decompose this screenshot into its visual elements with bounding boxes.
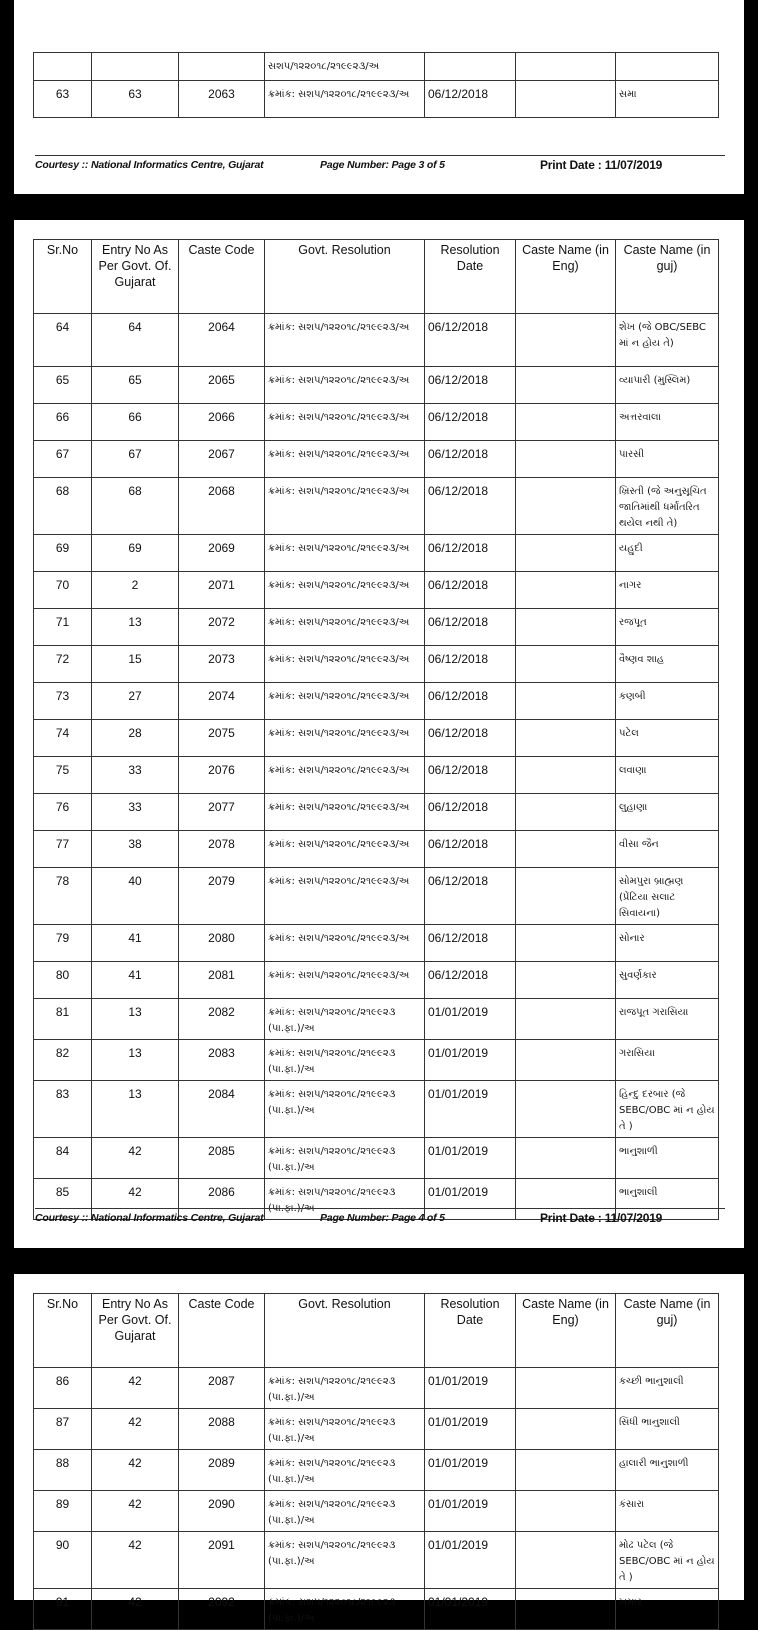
caste-name-guj-cell: કંસારા [616, 1491, 719, 1532]
caste-code-cell: 2078 [179, 831, 265, 868]
resolution-date-cell: 01/01/2019 [425, 1532, 516, 1589]
resolution-date-cell: 06/12/2018 [425, 720, 516, 757]
column-header-sr-no: Sr.No [34, 1294, 92, 1368]
resolution-date-cell: 06/12/2018 [425, 478, 516, 535]
caste-name-eng-cell [516, 367, 616, 404]
caste-name-eng-cell [516, 831, 616, 868]
table-row [34, 81, 719, 118]
resolution-date-cell: 06/12/2018 [425, 404, 516, 441]
govt-resolution-cell: ક્રમાંક: સશપ/૧૨૨૦૧૮/૨૧૯૯૨૩ (પા.ફા.)/અ [265, 999, 425, 1040]
caste-name-guj-cell: પારસી [616, 441, 719, 478]
resolution-date-cell: 01/01/2019 [425, 1409, 516, 1450]
page-footer [35, 1208, 725, 1228]
page-number: Page Number: Page 3 of 5 [320, 159, 445, 171]
entry-no-cell: 42 [92, 1368, 179, 1409]
caste-code-cell: 2075 [179, 720, 265, 757]
entry-no-cell: 40 [92, 868, 179, 925]
sr-no-cell: 79 [34, 925, 92, 962]
entry-no-cell: 42 [92, 1532, 179, 1589]
caste-name-guj-cell: લુહાણા [616, 794, 719, 831]
caste-name-eng-cell [516, 478, 616, 535]
print-date: Print Date : 11/07/2019 [540, 158, 663, 172]
entry-no-cell: 33 [92, 794, 179, 831]
column-header-resolution-date: Resolution Date [425, 240, 516, 314]
sr-no-cell: 78 [34, 868, 92, 925]
sr-no-cell: 74 [34, 720, 92, 757]
entry-no-cell: 2 [92, 572, 179, 609]
govt-resolution-cell: ક્રમાંક: સશપ/૧૨૨૦૧૮/૨૧૯૯૨૩ (પા.ફા.)/અ [265, 1589, 425, 1630]
entry-no-cell: 68 [92, 478, 179, 535]
govt-resolution-cell: ક્રમાંક: સશપ/૧૨૨૦૧૮/૨૧૯૯૨૩/અ [265, 683, 425, 720]
caste-name-guj-cell: સુવર્ણકાર [616, 962, 719, 999]
courtesy-text: Courtesy :: National Informatics Centre, Gujarat [35, 159, 264, 171]
resolution-date-cell: 06/12/2018 [425, 646, 516, 683]
table-header-row [34, 1294, 719, 1368]
caste-name-eng-cell [516, 646, 616, 683]
sr-no-cell: 63 [34, 81, 92, 118]
sr-no-cell: 67 [34, 441, 92, 478]
caste-name-guj-cell: વીસા જૈન [616, 831, 719, 868]
caste-code-cell: 2068 [179, 478, 265, 535]
column-header-caste-code: Caste Code [179, 1294, 265, 1368]
entry-no-cell: 28 [92, 720, 179, 757]
entry-no-cell: 13 [92, 609, 179, 646]
caste-name-eng-cell [516, 1040, 616, 1081]
table-row [34, 404, 719, 441]
sr-no-cell: 72 [34, 646, 92, 683]
caste-code-cell: 2066 [179, 404, 265, 441]
entry-no-cell: 13 [92, 1081, 179, 1138]
column-header-govt-resolution: Govt. Resolution [265, 240, 425, 314]
govt-resolution-cell: ક્રમાંક: સશપ/૧૨૨૦૧૮/૨૧૯૯૨૩/અ [265, 404, 425, 441]
caste-code-cell: 2087 [179, 1368, 265, 1409]
caste-name-eng-cell [516, 1368, 616, 1409]
entry-no-cell: 33 [92, 757, 179, 794]
resolution-date-cell: 06/12/2018 [425, 441, 516, 478]
caste-code-cell: 2081 [179, 962, 265, 999]
column-header-caste-name-guj: Caste Name (in guj) [616, 240, 719, 314]
entry-no-cell: 42 [92, 1138, 179, 1179]
govt-resolution-cell: ક્રમાંક: સશપ/૧૨૨૦૧૮/૨૧૯૯૨૩/અ [265, 478, 425, 535]
sr-no-cell: 70 [34, 572, 92, 609]
sr-no-cell: 73 [34, 683, 92, 720]
resolution-date-cell: 01/01/2019 [425, 1491, 516, 1532]
govt-resolution-cell: ક્રમાંક: સશપ/૧૨૨૦૧૮/૨૧૯૯૨૩ (પા.ફા.)/અ [265, 1138, 425, 1179]
entry-no-cell: 67 [92, 441, 179, 478]
table-row [34, 1450, 719, 1491]
table-row [34, 1532, 719, 1589]
caste-name-guj-cell: સોમપુરા બ્રાહ્મણ (પ્રેંટિયા સલાટ સિવાયના) [616, 868, 719, 925]
entry-no-cell: 42 [92, 1450, 179, 1491]
sr-no-cell: 66 [34, 404, 92, 441]
resolution-date-cell: 01/01/2019 [425, 1138, 516, 1179]
caste-name-eng-cell [516, 1532, 616, 1589]
sr-no-cell: 77 [34, 831, 92, 868]
table-row [34, 868, 719, 925]
govt-resolution-cell: ક્રમાંક: સશપ/૧૨૨૦૧૮/૨૧૯૯૨૩/અ [265, 868, 425, 925]
caste-name-guj-cell: અત્તરવાલા [616, 404, 719, 441]
table-row [34, 1589, 719, 1630]
column-header-caste-name-eng: Caste Name (in Eng) [516, 1294, 616, 1368]
caste-name-eng-cell [516, 962, 616, 999]
caste-table-page-4 [33, 239, 719, 1220]
courtesy-text: Courtesy :: National Informatics Centre, Gujarat [35, 1212, 264, 1224]
caste-name-guj-cell: ભાનુશાલી [616, 1179, 719, 1220]
column-header-entry-no: Entry No As Per Govt. Of. Gujarat [92, 1294, 179, 1368]
caste-code-cell: 2088 [179, 1409, 265, 1450]
caste-name-eng-cell [516, 609, 616, 646]
caste-name-guj-cell: વૈષ્ણવ શાહ [616, 646, 719, 683]
entry-no-cell: 42 [92, 1491, 179, 1532]
caste-table-page-5 [33, 1293, 719, 1630]
page-footer [35, 155, 725, 175]
table-row [34, 962, 719, 999]
govt-resolution-cell: ક્રમાંક: સશપ/૧૨૨૦૧૮/૨૧૯૯૨૩ (પા.ફા.)/અ [265, 1532, 425, 1589]
caste-code-cell: 2092 [179, 1589, 265, 1630]
govt-resolution-cell: ક્રમાંક: સશપ/૧૨૨૦૧૮/૨૧૯૯૨૩/અ [265, 535, 425, 572]
resolution-date-cell: 01/01/2019 [425, 1450, 516, 1491]
govt-resolution-cell: ક્રમાંક: સશપ/૧૨૨૦૧૮/૨૧૯૯૨૩/અ [265, 831, 425, 868]
table-row [34, 1138, 719, 1179]
table-row [34, 720, 719, 757]
sr-no-cell: 88 [34, 1450, 92, 1491]
caste-name-eng-cell [516, 999, 616, 1040]
caste-code-cell: 2064 [179, 314, 265, 367]
sr-no-cell: 76 [34, 794, 92, 831]
entry-no-cell: 41 [92, 962, 179, 999]
table-row [34, 609, 719, 646]
caste-name-guj-cell: હાલારી ભાનુશાળી [616, 1450, 719, 1491]
entry-no-cell: 13 [92, 999, 179, 1040]
entry-no-cell: 42 [92, 1179, 179, 1220]
caste-code-cell: 2076 [179, 757, 265, 794]
sr-no-cell: 82 [34, 1040, 92, 1081]
sr-no-cell: 64 [34, 314, 92, 367]
caste-code-cell: 2065 [179, 367, 265, 404]
caste-code-cell: 2090 [179, 1491, 265, 1532]
govt-resolution-cell: ક્રમાંક: સશપ/૧૨૨૦૧૮/૨૧૯૯૨૩ (પા.ફા.)/અ [265, 1409, 425, 1450]
caste-name-guj-cell: ભાનુશાળી [616, 1138, 719, 1179]
caste-code-cell: 2080 [179, 925, 265, 962]
caste-name-eng-cell [516, 81, 616, 118]
caste-name-guj-cell [616, 53, 719, 81]
table-row [34, 314, 719, 367]
caste-code-cell: 2063 [179, 81, 265, 118]
caste-name-eng-cell [516, 868, 616, 925]
sr-no-cell: 90 [34, 1532, 92, 1589]
govt-resolution-cell: ક્રમાંક: સશપ/૧૨૨૦૧૮/૨૧૯૯૨૩/અ [265, 572, 425, 609]
govt-resolution-cell: ક્રમાંક: સશપ/૧૨૨૦૧૮/૨૧૯૯૨૩/અ [265, 367, 425, 404]
resolution-date-cell: 01/01/2019 [425, 1040, 516, 1081]
resolution-date-cell: 01/01/2019 [425, 999, 516, 1040]
caste-name-eng-cell [516, 404, 616, 441]
resolution-date-cell: 06/12/2018 [425, 962, 516, 999]
govt-resolution-cell: ક્રમાંક: સશપ/૧૨૨૦૧૮/૨૧૯૯૨૩/અ [265, 81, 425, 118]
govt-resolution-cell: ક્રમાંક: સશપ/૧૨૨૦૧૮/૨૧૯૯૨૩/અ [265, 757, 425, 794]
sr-no-cell: 89 [34, 1491, 92, 1532]
entry-no-cell: 42 [92, 1409, 179, 1450]
pdf-page-5 [14, 1274, 744, 1624]
table-row [34, 831, 719, 868]
resolution-date-cell: 06/12/2018 [425, 535, 516, 572]
caste-name-guj-cell: પટેલ [616, 720, 719, 757]
resolution-date-cell: 06/12/2018 [425, 794, 516, 831]
caste-name-eng-cell [516, 572, 616, 609]
table-row [34, 535, 719, 572]
table-row [34, 683, 719, 720]
caste-code-cell: 2077 [179, 794, 265, 831]
caste-name-guj-cell: ખમાર [616, 1589, 719, 1630]
entry-no-cell: 42 [92, 1589, 179, 1630]
caste-name-eng-cell [516, 53, 616, 81]
sr-no-cell: 71 [34, 609, 92, 646]
caste-code-cell: 2072 [179, 609, 265, 646]
table-row [34, 1040, 719, 1081]
govt-resolution-cell: સશપ/૧૨૨૦૧૮/૨૧૯૯૨૩/અ [265, 53, 425, 81]
entry-no-cell: 63 [92, 81, 179, 118]
caste-name-guj-cell: રજપૂત [616, 609, 719, 646]
caste-code-cell: 2083 [179, 1040, 265, 1081]
sr-no-cell: 83 [34, 1081, 92, 1138]
caste-code-cell: 2069 [179, 535, 265, 572]
caste-code-cell: 2071 [179, 572, 265, 609]
caste-name-eng-cell [516, 1409, 616, 1450]
table-row [34, 53, 719, 81]
resolution-date-cell: 06/12/2018 [425, 572, 516, 609]
caste-code-cell: 2084 [179, 1081, 265, 1138]
caste-name-guj-cell: સિંધી ભાનુશાલી [616, 1409, 719, 1450]
column-header-caste-name-eng: Caste Name (in Eng) [516, 240, 616, 314]
caste-name-guj-cell: ગરાસિયા [616, 1040, 719, 1081]
sr-no-cell: 80 [34, 962, 92, 999]
column-header-entry-no: Entry No As Per Govt. Of. Gujarat [92, 240, 179, 314]
sr-no-cell: 69 [34, 535, 92, 572]
resolution-date-cell: 06/12/2018 [425, 868, 516, 925]
entry-no-cell: 13 [92, 1040, 179, 1081]
resolution-date-cell: 01/01/2019 [425, 1179, 516, 1220]
caste-name-guj-cell: રાજપૂત ગરાસિયા [616, 999, 719, 1040]
sr-no-cell: 68 [34, 478, 92, 535]
print-date: Print Date : 11/07/2019 [540, 1211, 663, 1225]
resolution-date-cell: 06/12/2018 [425, 81, 516, 118]
table-row [34, 646, 719, 683]
entry-no-cell: 65 [92, 367, 179, 404]
sr-no-cell: 84 [34, 1138, 92, 1179]
govt-resolution-cell: ક્રમાંક: સશપ/૧૨૨૦૧૮/૨૧૯૯૨૩ (પા.ફા.)/અ [265, 1081, 425, 1138]
entry-no-cell [92, 53, 179, 81]
caste-code-cell: 2091 [179, 1532, 265, 1589]
govt-resolution-cell: ક્રમાંક: સશપ/૧૨૨૦૧૮/૨૧૯૯૨૩/અ [265, 646, 425, 683]
caste-name-eng-cell [516, 925, 616, 962]
sr-no-cell [34, 53, 92, 81]
govt-resolution-cell: ક્રમાંક: સશપ/૧૨૨૦૧૮/૨૧૯૯૨૩/અ [265, 441, 425, 478]
govt-resolution-cell: ક્રમાંક: સશપ/૧૨૨૦૧૮/૨૧૯૯૨૩/અ [265, 962, 425, 999]
govt-resolution-cell: ક્રમાંક: સશપ/૧૨૨૦૧૮/૨૧૯૯૨૩ (પા.ફા.)/અ [265, 1491, 425, 1532]
caste-name-guj-cell: કચ્છી ભાનુશાલી [616, 1368, 719, 1409]
column-header-caste-code: Caste Code [179, 240, 265, 314]
column-header-govt-resolution: Govt. Resolution [265, 1294, 425, 1368]
resolution-date-cell: 01/01/2019 [425, 1368, 516, 1409]
resolution-date-cell: 06/12/2018 [425, 757, 516, 794]
resolution-date-cell: 01/01/2019 [425, 1589, 516, 1630]
govt-resolution-cell: ક્રમાંક: સશપ/૧૨૨૦૧૮/૨૧૯૯૨૩/અ [265, 794, 425, 831]
table-row [34, 794, 719, 831]
govt-resolution-cell: ક્રમાંક: સશપ/૧૨૨૦૧૮/૨૧૯૯૨૩ (પા.ફા.)/અ [265, 1179, 425, 1220]
entry-no-cell: 15 [92, 646, 179, 683]
govt-resolution-cell: ક્રમાંક: સશપ/૧૨૨૦૧૮/૨૧૯૯૨૩/અ [265, 720, 425, 757]
resolution-date-cell: 06/12/2018 [425, 683, 516, 720]
govt-resolution-cell: ક્રમાંક: સશપ/૧૨૨૦૧૮/૨૧૯૯૨૩/અ [265, 609, 425, 646]
caste-name-guj-cell: હિન્દુ દરબાર (જે SEBC/OBC માં ન હોય તે ) [616, 1081, 719, 1138]
caste-name-eng-cell [516, 441, 616, 478]
caste-name-eng-cell [516, 1138, 616, 1179]
column-header-resolution-date: Resolution Date [425, 1294, 516, 1368]
entry-no-cell: 64 [92, 314, 179, 367]
resolution-date-cell: 01/01/2019 [425, 1081, 516, 1138]
caste-code-cell: 2082 [179, 999, 265, 1040]
caste-code-cell [179, 53, 265, 81]
sr-no-cell: 86 [34, 1368, 92, 1409]
caste-name-eng-cell [516, 314, 616, 367]
caste-code-cell: 2086 [179, 1179, 265, 1220]
sr-no-cell: 75 [34, 757, 92, 794]
caste-name-guj-cell: મોઢ પટેલ (જે SEBC/OBC માં ન હોય તે ) [616, 1532, 719, 1589]
table-header-row [34, 240, 719, 314]
caste-name-guj-cell: લવાણા [616, 757, 719, 794]
table-row [34, 757, 719, 794]
entry-no-cell: 27 [92, 683, 179, 720]
resolution-date-cell: 06/12/2018 [425, 609, 516, 646]
caste-table-page-3 [33, 52, 719, 118]
resolution-date-cell: 06/12/2018 [425, 367, 516, 404]
caste-name-eng-cell [516, 1589, 616, 1630]
caste-name-eng-cell [516, 683, 616, 720]
caste-name-eng-cell [516, 535, 616, 572]
column-header-sr-no: Sr.No [34, 240, 92, 314]
govt-resolution-cell: ક્રમાંક: સશપ/૧૨૨૦૧૮/૨૧૯૯૨૩/અ [265, 314, 425, 367]
entry-no-cell: 66 [92, 404, 179, 441]
pdf-page-4 [14, 220, 744, 1248]
caste-name-eng-cell [516, 757, 616, 794]
caste-code-cell: 2073 [179, 646, 265, 683]
caste-name-guj-cell: ખ્રિસ્તી (જે અનુસૂચિત જાતિમાંથી ધર્માંતરિત થયેલ નથી તે) [616, 478, 719, 535]
sr-no-cell: 65 [34, 367, 92, 404]
page-number: Page Number: Page 4 of 5 [320, 1212, 445, 1224]
caste-name-guj-cell: શેખ (જે OBC/SEBC માં ન હોય તે) [616, 314, 719, 367]
entry-no-cell: 69 [92, 535, 179, 572]
pdf-page-3 [14, 0, 744, 194]
table-row [34, 367, 719, 404]
caste-code-cell: 2089 [179, 1450, 265, 1491]
table-row [34, 478, 719, 535]
caste-code-cell: 2067 [179, 441, 265, 478]
entry-no-cell: 38 [92, 831, 179, 868]
caste-name-guj-cell: વ્યાપારી (મુસ્લિમ) [616, 367, 719, 404]
sr-no-cell: 87 [34, 1409, 92, 1450]
table-row [34, 441, 719, 478]
table-row [34, 1081, 719, 1138]
caste-code-cell: 2085 [179, 1138, 265, 1179]
table-row [34, 1368, 719, 1409]
sr-no-cell: 85 [34, 1179, 92, 1220]
govt-resolution-cell: ક્રમાંક: સશપ/૧૨૨૦૧૮/૨૧૯૯૨૩ (પા.ફા.)/અ [265, 1368, 425, 1409]
govt-resolution-cell: ક્રમાંક: સશપ/૧૨૨૦૧૮/૨૧૯૯૨૩ (પા.ફા.)/અ [265, 1450, 425, 1491]
sr-no-cell: 91 [34, 1589, 92, 1630]
entry-no-cell: 41 [92, 925, 179, 962]
column-header-caste-name-guj: Caste Name (in guj) [616, 1294, 719, 1368]
resolution-date-cell: 06/12/2018 [425, 831, 516, 868]
govt-resolution-cell: ક્રમાંક: સશપ/૧૨૨૦૧૮/૨૧૯૯૨૩ (પા.ફા.)/અ [265, 1040, 425, 1081]
caste-name-eng-cell [516, 794, 616, 831]
table-row [34, 572, 719, 609]
govt-resolution-cell: ક્રમાંક: સશપ/૧૨૨૦૧૮/૨૧૯૯૨૩/અ [265, 925, 425, 962]
table-row [34, 1491, 719, 1532]
resolution-date-cell [425, 53, 516, 81]
caste-code-cell: 2074 [179, 683, 265, 720]
caste-name-guj-cell: સમા [616, 81, 719, 118]
caste-name-eng-cell [516, 720, 616, 757]
caste-name-eng-cell [516, 1491, 616, 1532]
caste-code-cell: 2079 [179, 868, 265, 925]
sr-no-cell: 81 [34, 999, 92, 1040]
table-row [34, 999, 719, 1040]
caste-name-guj-cell: નાગર [616, 572, 719, 609]
caste-name-guj-cell: યહુદી [616, 535, 719, 572]
caste-name-guj-cell: સોનાર [616, 925, 719, 962]
caste-name-eng-cell [516, 1450, 616, 1491]
resolution-date-cell: 06/12/2018 [425, 925, 516, 962]
table-row [34, 1409, 719, 1450]
caste-name-guj-cell: કણબી [616, 683, 719, 720]
table-row [34, 925, 719, 962]
caste-name-eng-cell [516, 1081, 616, 1138]
resolution-date-cell: 06/12/2018 [425, 314, 516, 367]
